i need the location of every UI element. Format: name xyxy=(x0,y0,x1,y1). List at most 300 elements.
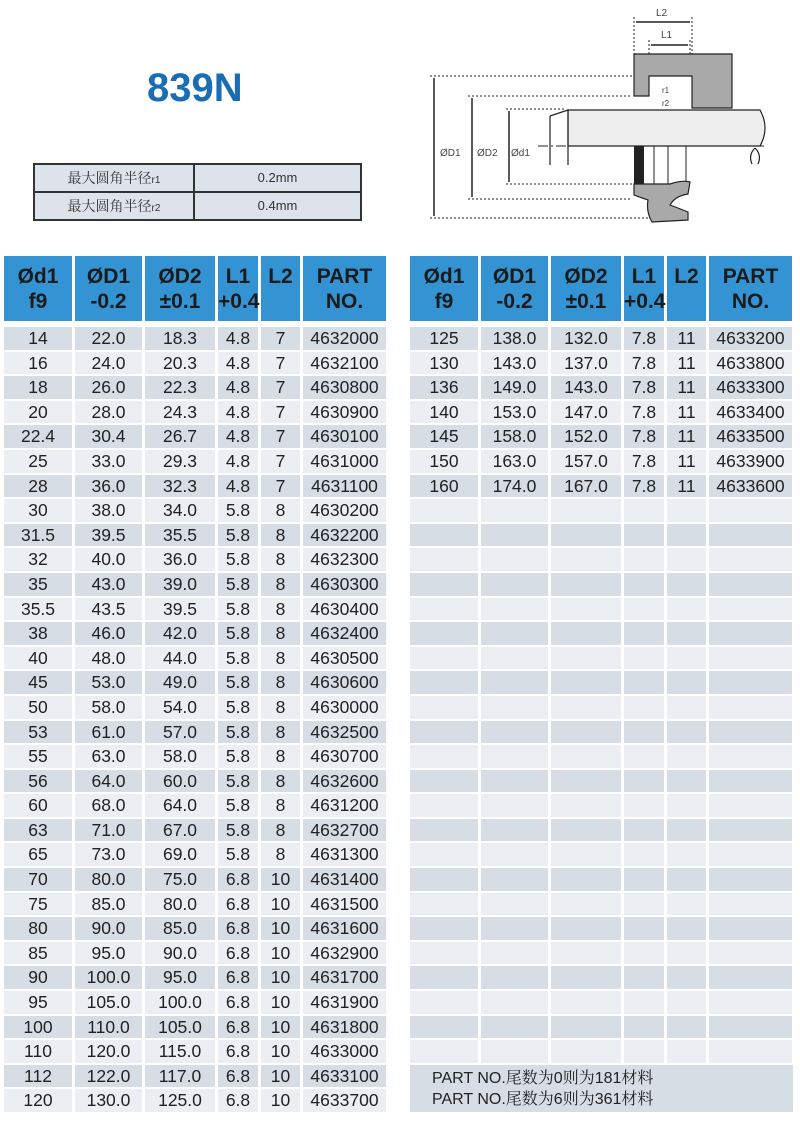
cell-L1: 7.8 xyxy=(624,425,664,448)
cell-D1: 71.0 xyxy=(75,819,142,842)
cell-D1 xyxy=(481,573,548,596)
label-L2: L2 xyxy=(656,8,668,19)
cell-D1: 95.0 xyxy=(75,942,142,965)
cell-L1: 5.8 xyxy=(218,819,258,842)
cell-L2 xyxy=(667,819,706,842)
cell-L1 xyxy=(624,524,664,547)
table-row-empty xyxy=(410,647,793,670)
cell-D1: 33.0 xyxy=(75,450,142,473)
table-row-empty xyxy=(410,966,793,989)
cell-L1 xyxy=(624,917,664,940)
cell-d1: 53 xyxy=(4,721,72,744)
cell-L2: 11 xyxy=(667,475,706,498)
header-line: ØD2 xyxy=(158,265,202,288)
table-row-empty xyxy=(410,573,793,596)
cell-L2: 7 xyxy=(261,352,300,375)
cell-D1 xyxy=(481,942,548,965)
cell-L2 xyxy=(667,991,706,1014)
cell-D1: 85.0 xyxy=(75,893,142,916)
cell-d1 xyxy=(410,893,478,916)
cell-d1: 100 xyxy=(4,1016,72,1039)
table-row-empty xyxy=(410,991,793,1014)
product-title: 839N xyxy=(147,66,243,110)
cell-part-no: 4631900 xyxy=(303,991,386,1014)
cell-D1: 130.0 xyxy=(75,1089,142,1112)
cell-D2 xyxy=(551,548,621,571)
material-note xyxy=(410,1065,793,1112)
spec-row-r2 xyxy=(35,191,360,219)
cell-L2 xyxy=(667,524,706,547)
cell-L2: 10 xyxy=(261,966,300,989)
cell-d1: 45 xyxy=(4,671,72,694)
cell-D1: 100.0 xyxy=(75,966,142,989)
cell-part-no: 4631700 xyxy=(303,966,386,989)
cell-part-no: 4631200 xyxy=(303,794,386,817)
table-row xyxy=(4,893,386,916)
cell-d1: 60 xyxy=(4,794,72,817)
header-L1 xyxy=(218,256,258,321)
cell-D2: 22.3 xyxy=(145,376,215,399)
table-row xyxy=(4,721,386,744)
header-line: ±0.1 xyxy=(565,290,607,313)
cell-D2: 35.5 xyxy=(145,524,215,547)
cell-d1 xyxy=(410,868,478,891)
cell-d1 xyxy=(410,991,478,1014)
cell-d1: 25 xyxy=(4,450,72,473)
cell-D2 xyxy=(551,1016,621,1039)
table-row xyxy=(4,647,386,670)
cell-part-no: 4632600 xyxy=(303,770,386,793)
cell-part-no xyxy=(709,868,792,891)
cell-d1: 75 xyxy=(4,893,72,916)
cell-L2: 10 xyxy=(261,1016,300,1039)
cell-L2 xyxy=(667,893,706,916)
cell-D2: 36.0 xyxy=(145,548,215,571)
table-row xyxy=(4,942,386,965)
cell-D1 xyxy=(481,843,548,866)
cell-L1: 6.8 xyxy=(218,1089,258,1112)
cell-D1: 105.0 xyxy=(75,991,142,1014)
cell-d1: 85 xyxy=(4,942,72,965)
spec-label-sub: r1 xyxy=(151,175,161,186)
cell-L2 xyxy=(667,721,706,744)
cell-part-no: 4630100 xyxy=(303,425,386,448)
cell-D1 xyxy=(481,893,548,916)
header-line: -0.2 xyxy=(90,290,127,313)
cell-D1: 61.0 xyxy=(75,721,142,744)
header-L2 xyxy=(667,256,706,321)
cell-part-no: 4630300 xyxy=(303,573,386,596)
cell-L1: 5.8 xyxy=(218,770,258,793)
cell-L1: 7.8 xyxy=(624,352,664,375)
header-d1 xyxy=(410,256,478,321)
header-line: PART xyxy=(722,265,779,288)
cell-D1 xyxy=(481,991,548,1014)
cell-L1: 5.8 xyxy=(218,622,258,645)
cell-L2 xyxy=(667,622,706,645)
header-line xyxy=(261,289,300,314)
cell-L1: 7.8 xyxy=(624,376,664,399)
cell-D2: 95.0 xyxy=(145,966,215,989)
cell-d1 xyxy=(410,499,478,522)
cell-L2 xyxy=(667,843,706,866)
cell-L1: 4.8 xyxy=(218,376,258,399)
cell-d1 xyxy=(410,794,478,817)
cell-D2 xyxy=(551,770,621,793)
cell-D1: 48.0 xyxy=(75,647,142,670)
cell-L1 xyxy=(624,942,664,965)
cell-L2: 10 xyxy=(261,991,300,1014)
cell-D2 xyxy=(551,819,621,842)
cell-part-no: 4633200 xyxy=(709,327,792,350)
table-row xyxy=(410,376,793,399)
table-row xyxy=(4,524,386,547)
cell-part-no xyxy=(709,770,792,793)
cell-D1: 122.0 xyxy=(75,1065,142,1088)
cell-L1: 6.8 xyxy=(218,991,258,1014)
cell-d1: 110 xyxy=(4,1040,72,1063)
cell-D2 xyxy=(551,524,621,547)
seal-cross-section-diagram xyxy=(420,0,800,230)
cell-D1 xyxy=(481,917,548,940)
cell-D2: 132.0 xyxy=(551,327,621,350)
cell-L2: 10 xyxy=(261,942,300,965)
cell-part-no xyxy=(709,721,792,744)
cell-L1: 5.8 xyxy=(218,671,258,694)
cell-L2: 8 xyxy=(261,573,300,596)
cell-d1: 136 xyxy=(410,376,478,399)
cell-L1 xyxy=(624,548,664,571)
size-table-right xyxy=(410,256,793,1112)
cell-D2: 39.5 xyxy=(145,598,215,621)
cell-D1: 149.0 xyxy=(481,376,548,399)
cell-D1 xyxy=(481,745,548,768)
table-row-empty xyxy=(410,819,793,842)
table-row xyxy=(4,1065,386,1088)
table-row-empty xyxy=(410,868,793,891)
cell-part-no: 4633700 xyxy=(303,1089,386,1112)
cell-D1 xyxy=(481,794,548,817)
cell-L2: 10 xyxy=(261,1040,300,1063)
cell-part-no xyxy=(709,622,792,645)
cell-D2 xyxy=(551,991,621,1014)
cell-L1 xyxy=(624,966,664,989)
cell-D1 xyxy=(481,524,548,547)
spec-label-sub: r2 xyxy=(151,203,161,214)
header-L2 xyxy=(261,256,300,321)
spec-label xyxy=(35,193,195,219)
cell-L1 xyxy=(624,745,664,768)
header-part-no xyxy=(709,256,792,321)
cell-d1 xyxy=(410,1040,478,1063)
cell-L2: 8 xyxy=(261,499,300,522)
cell-L2 xyxy=(667,745,706,768)
header-line: L2 xyxy=(674,265,699,288)
cell-d1: 65 xyxy=(4,843,72,866)
cell-L1 xyxy=(624,598,664,621)
header-line: f9 xyxy=(28,290,48,313)
cell-D1: 174.0 xyxy=(481,475,548,498)
cell-L2 xyxy=(667,671,706,694)
cell-part-no xyxy=(709,671,792,694)
header-line: NO. xyxy=(731,290,770,313)
table-row xyxy=(4,696,386,719)
cell-L2: 7 xyxy=(261,475,300,498)
cell-d1: 14 xyxy=(4,327,72,350)
cell-D2: 60.0 xyxy=(145,770,215,793)
cell-D2: 75.0 xyxy=(145,868,215,891)
cell-D1 xyxy=(481,1040,548,1063)
table-row xyxy=(4,966,386,989)
cell-D1: 40.0 xyxy=(75,548,142,571)
cell-L2: 8 xyxy=(261,794,300,817)
cell-L2: 8 xyxy=(261,622,300,645)
cell-D2: 49.0 xyxy=(145,671,215,694)
cell-d1: 55 xyxy=(4,745,72,768)
cell-D2: 18.3 xyxy=(145,327,215,350)
cell-L1: 6.8 xyxy=(218,942,258,965)
cell-d1: 56 xyxy=(4,770,72,793)
cell-D2: 157.0 xyxy=(551,450,621,473)
table-row-empty xyxy=(410,770,793,793)
seal-backup-ring xyxy=(634,146,644,184)
cell-D2: 32.3 xyxy=(145,475,215,498)
cell-D2 xyxy=(551,794,621,817)
cell-D2: 58.0 xyxy=(145,745,215,768)
cell-D1 xyxy=(481,819,548,842)
cell-D2: 137.0 xyxy=(551,352,621,375)
cell-D2: 57.0 xyxy=(145,721,215,744)
spec-label xyxy=(35,165,195,191)
cell-D1: 143.0 xyxy=(481,352,548,375)
cell-D2 xyxy=(551,499,621,522)
cell-L1: 5.8 xyxy=(218,721,258,744)
cell-D1 xyxy=(481,966,548,989)
cell-L2: 8 xyxy=(261,721,300,744)
cell-part-no: 4630700 xyxy=(303,745,386,768)
cell-d1: 50 xyxy=(4,696,72,719)
cell-D1: 39.5 xyxy=(75,524,142,547)
cell-L2 xyxy=(667,647,706,670)
cell-part-no: 4631400 xyxy=(303,868,386,891)
cell-D2: 69.0 xyxy=(145,843,215,866)
table-row xyxy=(4,401,386,424)
cell-part-no xyxy=(709,991,792,1014)
cell-L2: 7 xyxy=(261,450,300,473)
table-row xyxy=(410,450,793,473)
cell-L2: 8 xyxy=(261,843,300,866)
cell-D1: 138.0 xyxy=(481,327,548,350)
cell-part-no: 4630200 xyxy=(303,499,386,522)
header-line: ØD1 xyxy=(492,265,537,288)
cell-D2 xyxy=(551,671,621,694)
cell-part-no: 4632300 xyxy=(303,548,386,571)
table-row xyxy=(4,499,386,522)
cell-D1: 68.0 xyxy=(75,794,142,817)
cell-d1: 38 xyxy=(4,622,72,645)
cell-D1 xyxy=(481,721,548,744)
cell-L2: 11 xyxy=(667,376,706,399)
cell-d1: 18 xyxy=(4,376,72,399)
cell-D1: 90.0 xyxy=(75,917,142,940)
cell-part-no xyxy=(709,794,792,817)
cell-D2: 125.0 xyxy=(145,1089,215,1112)
cell-d1: 31.5 xyxy=(4,524,72,547)
cell-d1: 160 xyxy=(410,475,478,498)
spec-label-text: 最大圆角半径 xyxy=(67,170,152,186)
table-row xyxy=(4,819,386,842)
cell-d1 xyxy=(410,696,478,719)
cell-d1: 125 xyxy=(410,327,478,350)
cell-L1: 4.8 xyxy=(218,327,258,350)
cell-part-no xyxy=(709,696,792,719)
cell-D2: 90.0 xyxy=(145,942,215,965)
spec-table xyxy=(33,163,362,221)
cell-part-no xyxy=(709,524,792,547)
cell-D2: 100.0 xyxy=(145,991,215,1014)
table-row-empty xyxy=(410,843,793,866)
cell-d1 xyxy=(410,966,478,989)
cell-D2: 54.0 xyxy=(145,696,215,719)
cell-D2: 20.3 xyxy=(145,352,215,375)
table-row xyxy=(4,327,386,350)
table-row xyxy=(4,770,386,793)
table-row xyxy=(410,327,793,350)
cell-D2: 80.0 xyxy=(145,893,215,916)
table-row-empty xyxy=(410,917,793,940)
cell-part-no: 4630500 xyxy=(303,647,386,670)
cell-L1: 5.8 xyxy=(218,573,258,596)
cell-D1 xyxy=(481,598,548,621)
table-row-empty xyxy=(410,671,793,694)
table-row xyxy=(4,917,386,940)
table-row xyxy=(4,843,386,866)
header-D2 xyxy=(145,256,215,321)
cell-L2 xyxy=(667,548,706,571)
cell-D2 xyxy=(551,598,621,621)
cell-D1: 26.0 xyxy=(75,376,142,399)
cell-D1 xyxy=(481,1016,548,1039)
size-table-left xyxy=(4,256,386,1114)
cell-D1: 80.0 xyxy=(75,868,142,891)
spec-row-r1 xyxy=(35,165,360,191)
cell-d1: 90 xyxy=(4,966,72,989)
cell-part-no: 4631600 xyxy=(303,917,386,940)
cell-L1: 7.8 xyxy=(624,327,664,350)
cell-L1 xyxy=(624,819,664,842)
cell-D2: 85.0 xyxy=(145,917,215,940)
cell-L2 xyxy=(667,1016,706,1039)
cell-D2 xyxy=(551,942,621,965)
cell-L1: 6.8 xyxy=(218,917,258,940)
cell-d1: 35.5 xyxy=(4,598,72,621)
cell-L2 xyxy=(667,942,706,965)
spec-label-text: 最大圆角半径 xyxy=(67,198,152,214)
table-row-empty xyxy=(410,696,793,719)
cell-L1 xyxy=(624,499,664,522)
table-row-empty xyxy=(410,794,793,817)
cell-d1: 22.4 xyxy=(4,425,72,448)
cell-part-no xyxy=(709,966,792,989)
cell-L2: 10 xyxy=(261,917,300,940)
cell-L2: 8 xyxy=(261,819,300,842)
cell-d1: 20 xyxy=(4,401,72,424)
cell-d1: 120 xyxy=(4,1089,72,1112)
header-line: Ød1 xyxy=(423,265,465,288)
cell-d1: 30 xyxy=(4,499,72,522)
cell-L2: 7 xyxy=(261,401,300,424)
cell-part-no: 4633300 xyxy=(709,376,792,399)
cell-L2 xyxy=(667,499,706,522)
table-row xyxy=(4,1089,386,1112)
header-D2 xyxy=(551,256,621,321)
cell-d1: 63 xyxy=(4,819,72,842)
table-row-empty xyxy=(410,721,793,744)
cell-part-no: 4633900 xyxy=(709,450,792,473)
cell-L1: 6.8 xyxy=(218,893,258,916)
cell-L2: 11 xyxy=(667,450,706,473)
cell-L1: 7.8 xyxy=(624,475,664,498)
label-L1: L1 xyxy=(661,30,673,41)
cell-D1: 58.0 xyxy=(75,696,142,719)
header-line: L2 xyxy=(268,265,293,288)
cell-L1 xyxy=(624,647,664,670)
cell-L2: 7 xyxy=(261,327,300,350)
cell-part-no xyxy=(709,893,792,916)
table-row xyxy=(4,991,386,1014)
cell-D2 xyxy=(551,1040,621,1063)
cell-D2 xyxy=(551,966,621,989)
housing xyxy=(634,54,732,108)
cell-L2 xyxy=(667,917,706,940)
cell-L2 xyxy=(667,696,706,719)
cell-L1 xyxy=(624,696,664,719)
cell-L2: 11 xyxy=(667,401,706,424)
cell-L1 xyxy=(624,991,664,1014)
cell-L1: 4.8 xyxy=(218,450,258,473)
cell-D2: 152.0 xyxy=(551,425,621,448)
shaft xyxy=(568,110,765,146)
cell-L1 xyxy=(624,794,664,817)
cell-d1: 16 xyxy=(4,352,72,375)
cell-L1 xyxy=(624,868,664,891)
cell-d1: 70 xyxy=(4,868,72,891)
cell-part-no: 4631500 xyxy=(303,893,386,916)
cell-D1 xyxy=(481,868,548,891)
cell-L1: 6.8 xyxy=(218,1016,258,1039)
cell-L1: 5.8 xyxy=(218,696,258,719)
cell-D1: 63.0 xyxy=(75,745,142,768)
cell-part-no: 4632100 xyxy=(303,352,386,375)
cell-L2 xyxy=(667,966,706,989)
cell-D1 xyxy=(481,696,548,719)
cell-D2 xyxy=(551,843,621,866)
cell-D2: 115.0 xyxy=(145,1040,215,1063)
cell-part-no: 4630800 xyxy=(303,376,386,399)
note-line: PART NO.尾数为6则为361材料 xyxy=(432,1090,654,1108)
cell-L1: 5.8 xyxy=(218,499,258,522)
cell-part-no: 4631800 xyxy=(303,1016,386,1039)
header-line: NO. xyxy=(325,290,364,313)
cell-d1: 32 xyxy=(4,548,72,571)
cell-L2: 10 xyxy=(261,868,300,891)
table-body xyxy=(4,327,386,1112)
cell-L2: 7 xyxy=(261,425,300,448)
table-row xyxy=(4,745,386,768)
table-row xyxy=(4,671,386,694)
cell-L1: 5.8 xyxy=(218,647,258,670)
header-line: -0.2 xyxy=(496,290,533,313)
